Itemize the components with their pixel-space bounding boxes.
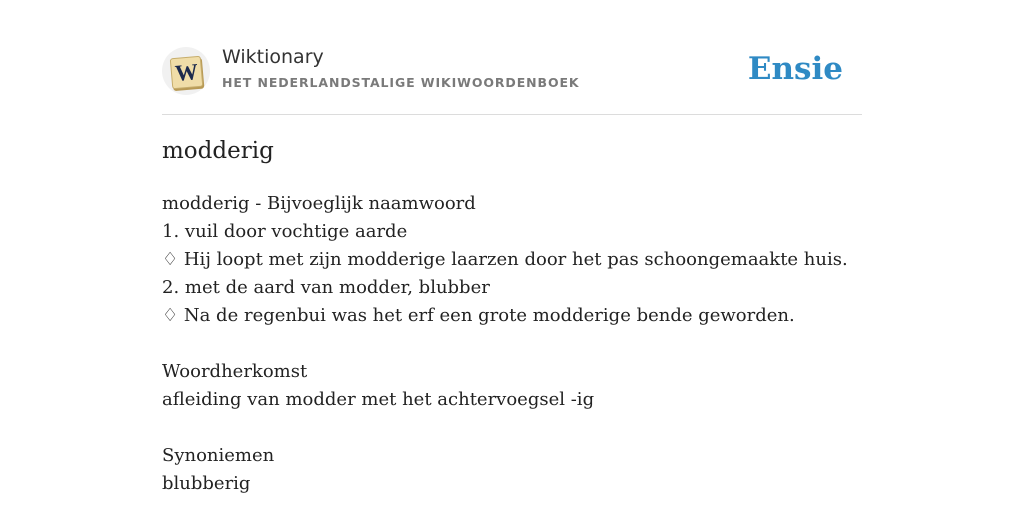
entry-title: modderig: [162, 138, 274, 164]
entry-line-definition-2: 2. met de aard van modder, blubber: [162, 277, 490, 298]
entry-line-blank: [162, 330, 882, 358]
site-name[interactable]: Wiktionary: [222, 46, 324, 68]
site-header: [162, 42, 862, 115]
entry-line-example-1: ♢ Hij loopt met zijn modderige laarzen door het pas schoongemaakte huis.: [162, 249, 848, 270]
ensie-logo-link[interactable]: Ensie: [747, 51, 843, 87]
entry-content: [162, 190, 882, 498]
entry-line-definition-1: 1. vuil door vochtige aarde: [162, 221, 408, 242]
site-subtitle: HET NEDERLANDSTALIGE WIKIWOORDENBOEK: [222, 75, 580, 90]
wiktionary-tile-icon: W: [170, 56, 204, 90]
entry-line-etymology: afleiding van modder met het achtervoegsel -ig: [162, 389, 595, 410]
wiktionary-logo[interactable]: [162, 47, 210, 95]
entry-line-part-of-speech: modderig - Bijvoeglijk naamwoord: [162, 193, 476, 214]
entry-line-blank: [162, 414, 882, 442]
entry-line-example-2: ♢ Na de regenbui was het erf een grote modderige bende geworden.: [162, 305, 795, 326]
entry-line-synonym: blubberig: [162, 473, 251, 494]
entry-line-synonyms-heading: Synoniemen: [162, 445, 275, 466]
entry-line-etymology-heading: Woordherkomst: [162, 361, 308, 382]
